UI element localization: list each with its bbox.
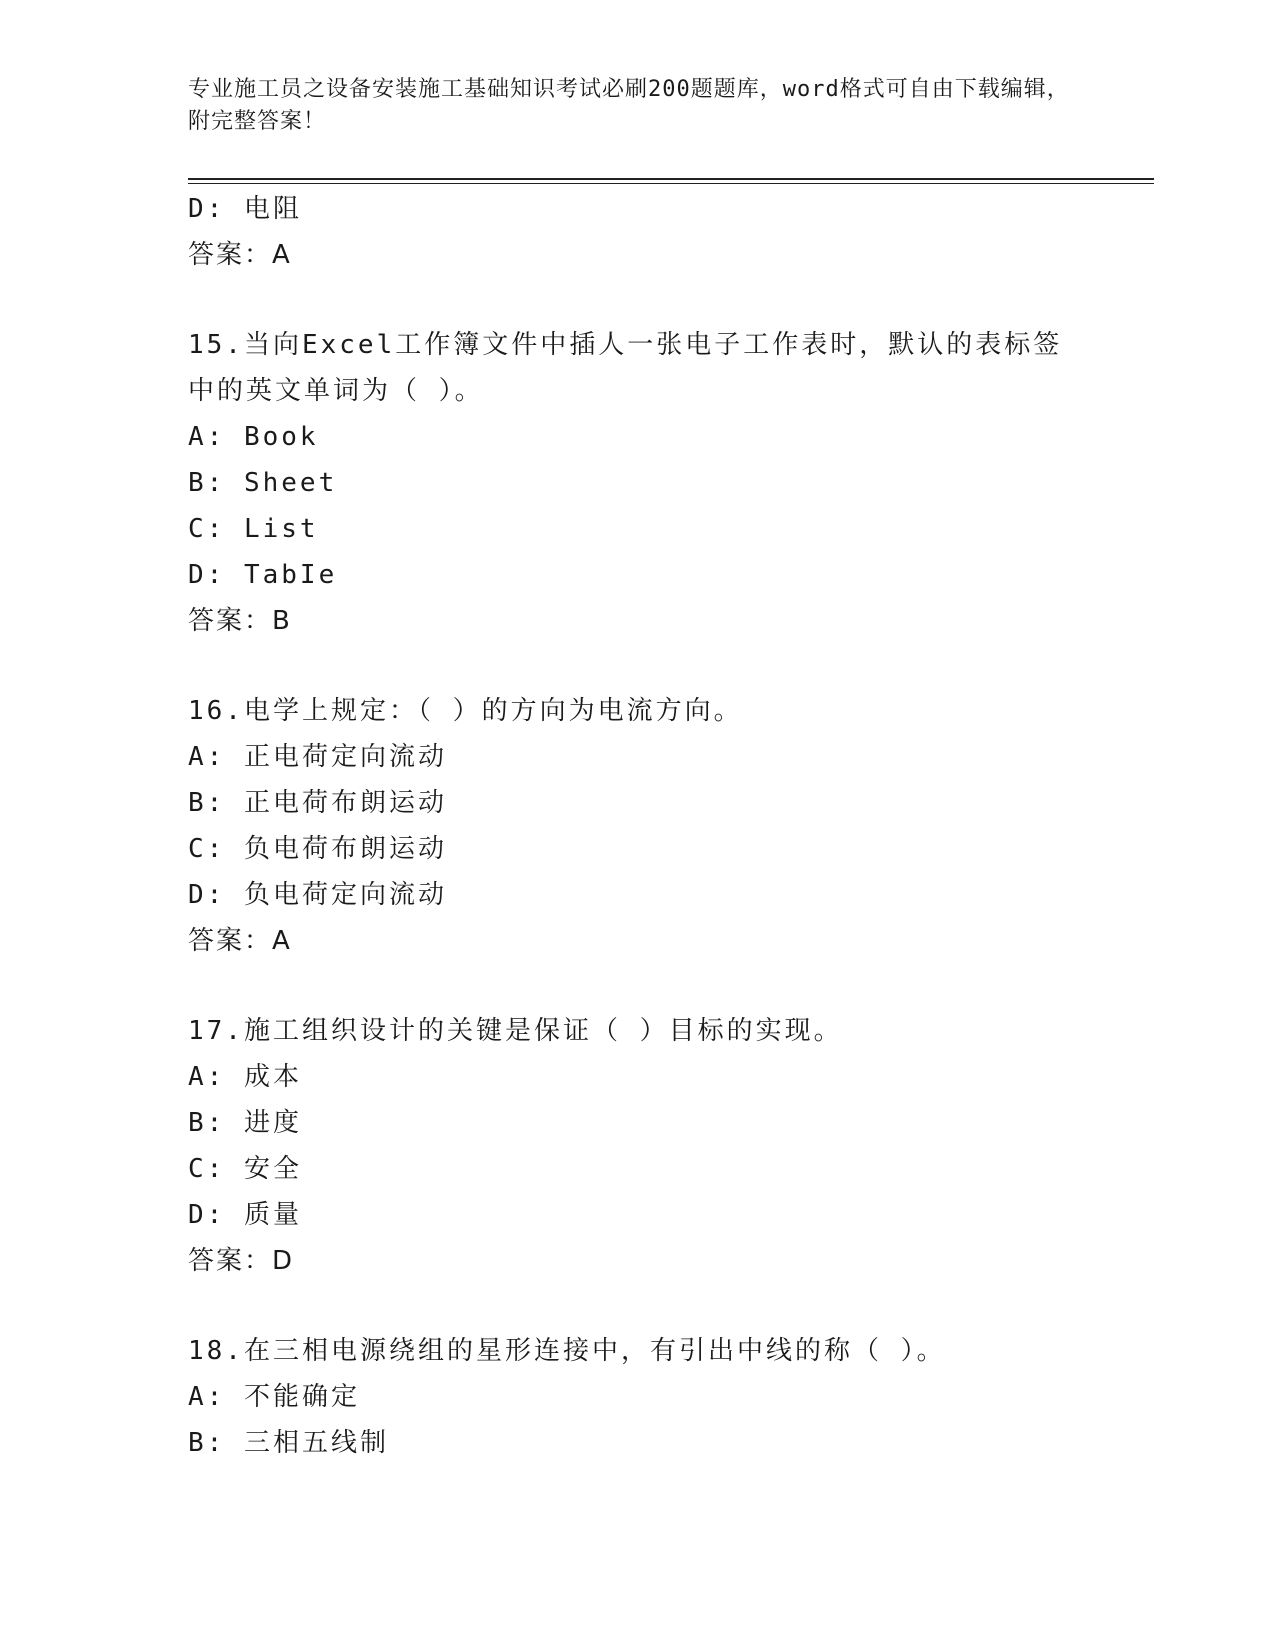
question-16 <box>188 688 1088 964</box>
answer-line: 答案：B <box>188 606 292 636</box>
option-c: C: List <box>188 514 319 544</box>
option-c: C: 负电荷布朗运动 <box>188 834 447 864</box>
option-d: D: 质量 <box>188 1200 302 1230</box>
question-stem: 17.施工组织设计的关键是保证（ ）目标的实现。 <box>188 1016 843 1046</box>
answer-line: 答案：A <box>188 240 292 270</box>
question-17 <box>188 1008 1088 1284</box>
option-d: D: TabIe <box>188 560 338 590</box>
question-stem: 16.电学上规定：（ ）的方向为电流方向。 <box>188 696 743 726</box>
option-b: B: Sheet <box>188 468 338 498</box>
option-b: B: 三相五线制 <box>188 1428 389 1458</box>
question-15 <box>188 322 1088 644</box>
answer-line: 答案：A <box>188 926 292 956</box>
document-body <box>188 186 1088 1466</box>
option-d: D: 电阻 <box>188 194 302 224</box>
page-header-title: 专业施工员之设备安装施工基础知识考试必刷200题题库，word格式可自由下载编辑，附完整答案！ <box>188 77 1070 134</box>
answer-line: 答案：D <box>188 1246 295 1276</box>
option-b: B: 正电荷布朗运动 <box>188 788 447 818</box>
question-stem: 18.在三相电源绕组的星形连接中，有引出中线的称（ ）。 <box>188 1336 946 1366</box>
option-a: A: Book <box>188 422 319 452</box>
option-c: C: 安全 <box>188 1154 302 1184</box>
option-b: B: 进度 <box>188 1108 302 1138</box>
option-a: A: 成本 <box>188 1062 302 1092</box>
header-divider-thick <box>188 178 1154 180</box>
question-stem: 15.当向Excel工作簿文件中插人一张电子工作表时，默认的表标签中的英文单词为（ ）。 <box>188 330 1063 406</box>
option-a: A: 不能确定 <box>188 1382 360 1412</box>
option-d: D: 负电荷定向流动 <box>188 880 447 910</box>
question-18 <box>188 1328 1088 1466</box>
continued-question <box>188 186 1088 278</box>
header-divider-thin <box>188 183 1154 184</box>
option-a: A: 正电荷定向流动 <box>188 742 447 772</box>
